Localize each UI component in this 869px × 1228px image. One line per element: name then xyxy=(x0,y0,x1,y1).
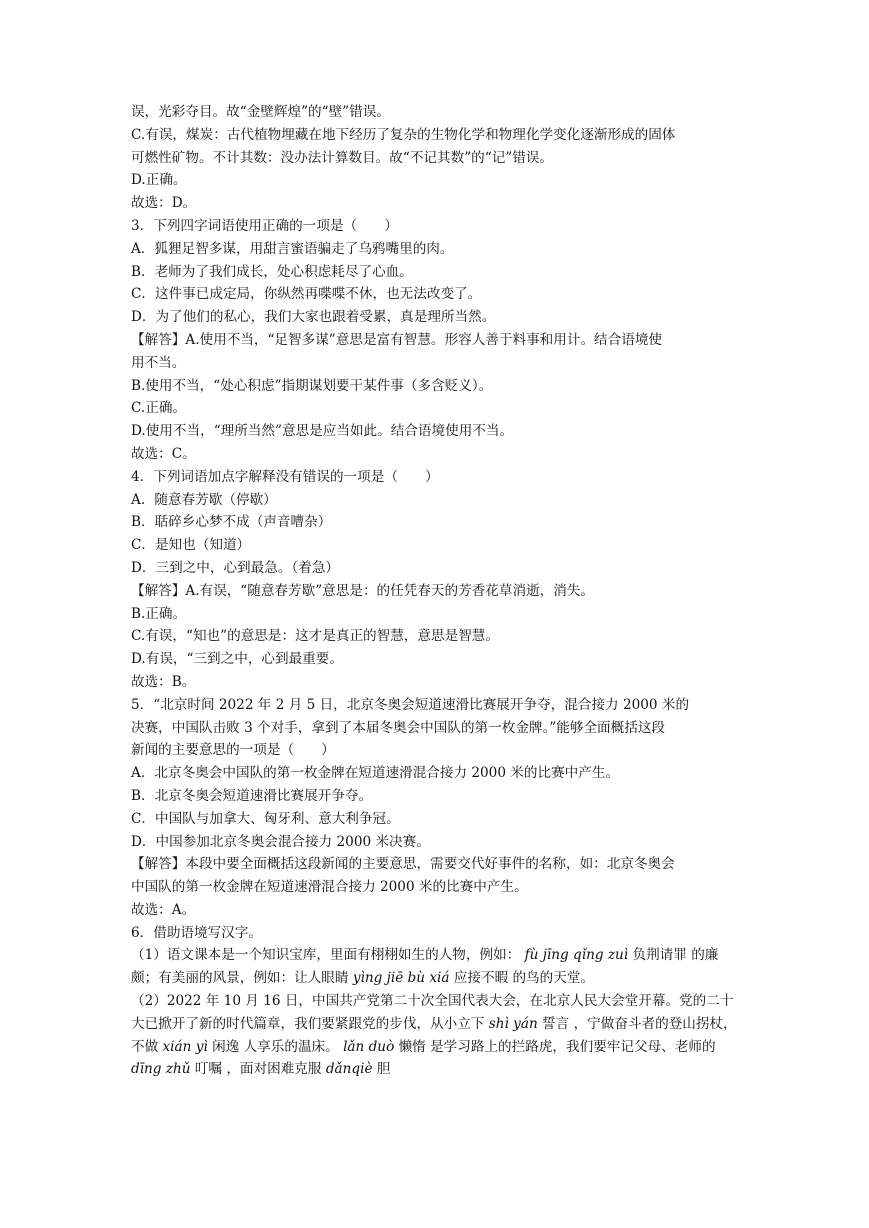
text-line: 可燃性矿物。不计其数：没办法计算数目。故“不记其数”的“记”错误。 xyxy=(131,149,554,166)
answer-line: 【解答】A.有误，“随意春芳歇”意思是：的任凭春天的芳香花草消逝，消失。 xyxy=(131,582,595,599)
question-6-part-1 xyxy=(131,944,741,990)
q6-p1-text: 的鸟的天堂。 xyxy=(512,970,595,987)
pinyin: lǎn duò xyxy=(343,1038,395,1055)
answer-word: 胆 xyxy=(376,1061,391,1078)
answer-word: 懒惰 xyxy=(398,1038,426,1055)
option-d: D．为了他们的私心，我们大家也跟着受累，真是理所当然。 xyxy=(131,309,496,326)
option-c: C．这件事已成定局，你纵然再喋喋不休，也无法改变了。 xyxy=(131,286,482,303)
q6-p2-text: ，面对困难克服 xyxy=(226,1061,322,1078)
question-3-stem: 3．下列四字词语使用正确的一项是（ ） xyxy=(131,217,398,234)
text-line: C.有误，“知也”的意思是：这才是真正的智慧，意思是智慧。 xyxy=(131,628,499,645)
text-line: B.使用不当，“处心积虑”指期谋划要干某件事（多含贬义）。 xyxy=(131,377,493,394)
answer-word: 应接不暇 xyxy=(453,970,509,987)
text-line: B.正确。 xyxy=(131,605,187,622)
text-line: C.有误，煤炭：古代植物埋藏在地下经历了复杂的生物化学和物理化学变化逐渐形成的固体 xyxy=(131,126,676,143)
text-line: 故选：C。 xyxy=(131,445,196,462)
text-line: 用不当。 xyxy=(131,354,186,371)
pinyin: xián yì xyxy=(162,1038,208,1055)
option-b: B．老师为了我们成长，处心积虑耗尽了心血。 xyxy=(131,263,413,280)
text-line: D.正确。 xyxy=(131,172,187,189)
text-line: 决赛，中国队击败 3 个对手，拿到了本届冬奥会中国队的第一枚金牌。”能够全面概括这段 xyxy=(131,719,665,736)
text-line: 故选：B。 xyxy=(131,673,196,690)
q6-p2-text: （2）2022 年 10 月 16 日，中国共产党第二十次全国代表大会，在北京人民大会堂开幕。党的二十大已掀开了新的时代篇章，我们要紧跟党的步伐，从小立下 xyxy=(131,993,734,1032)
answer-word: 闲逸 xyxy=(212,1038,240,1055)
question-6-part-2 xyxy=(131,990,741,1081)
option-b: B．聒碎乡心梦不成（声音嘈杂） xyxy=(131,514,332,531)
option-d: D．中国参加北京冬奥会混合接力 2000 米决赛。 xyxy=(131,833,430,850)
option-a: A．随意春芳歇（停歇） xyxy=(131,491,277,508)
answer-line: 【解答】本段中要全面概括这段新闻的主要意思，需要交代好事件的名称，如：北京冬奥会 xyxy=(131,856,675,873)
option-a: A．狐狸足智多谋，用甜言蜜语骗走了乌鸦嘴里的肉。 xyxy=(131,240,454,257)
option-b: B．北京冬奥会短道速滑比赛展开争夺。 xyxy=(131,787,373,804)
pinyin: dǎnqiè xyxy=(325,1061,373,1078)
answer-word: 负荆请罪 xyxy=(632,947,687,964)
text-line: D.有误，“三到之中，心到最重要。 xyxy=(131,651,343,668)
q6-p2-text: 是学习路上的拦路虎，我们要牢记父母、老师的 xyxy=(430,1038,716,1055)
answer-line: 【解答】A.使用不当，“足智多谋”意思是富有智慧。形容人善于料事和用计。结合语境使 xyxy=(131,331,663,348)
q6-p1-text: 的廉颇；有美丽的风景，例如：让人眼睛 xyxy=(131,947,719,987)
option-c: C．中国队与加拿大、匈牙利、意大利争冠。 xyxy=(131,810,400,827)
q6-p2-text: 人享乐的温床。 xyxy=(243,1038,339,1055)
document-page xyxy=(131,101,741,1081)
pinyin: fù jīng qǐng zuì xyxy=(524,947,629,964)
answer-word: 誓言 xyxy=(542,1015,570,1032)
question-5-stem: 5．“北京时间 2022 年 2 月 5 日，北京冬奥会短道速滑比赛展开争夺，混合接力 2000 米的 xyxy=(131,696,690,713)
text-line: D.使用不当，“理所当然”意思是应当如此。结合语境使用不当。 xyxy=(131,423,514,440)
question-6-stem: 6．借助语境写汉字。 xyxy=(131,924,262,941)
text-line: 新闻的主要意思的一项是（ ） xyxy=(131,742,335,759)
pinyin: yìng jiē bù xiá xyxy=(352,970,450,987)
text-line: 误，光彩夺目。故“金壁辉煌”的“壁”错误。 xyxy=(131,104,390,120)
text-line: 故选：A。 xyxy=(131,901,196,918)
option-c: C．是知也（知道） xyxy=(131,537,251,554)
text-line: 中国队的第一枚金牌在短道速滑混合接力 2000 米的比赛中产生。 xyxy=(131,879,528,896)
answer-word: 叮嘱 xyxy=(194,1061,223,1078)
pinyin: shì yán xyxy=(488,1015,538,1032)
pinyin: dīng zhǔ xyxy=(131,1061,191,1078)
option-d: D．三到之中，心到最急。（着急） xyxy=(131,559,340,576)
text-line: C.正确。 xyxy=(131,400,187,417)
option-a: A．北京冬奥会中国队的第一枚金牌在短道速滑混合接力 2000 米的比赛中产生。 xyxy=(131,765,620,782)
question-4-stem: 4．下列词语加点字解释没有错误的一项是（ ） xyxy=(131,468,439,485)
q6-p1-text: （1）语文课本是一个知识宝库，里面有栩栩如生的人物，例如： xyxy=(131,947,521,964)
q6-p2-text: ，宁做奋斗者的登山拐杖，不做 xyxy=(131,1015,737,1055)
text-line: 故选：D。 xyxy=(131,195,197,212)
